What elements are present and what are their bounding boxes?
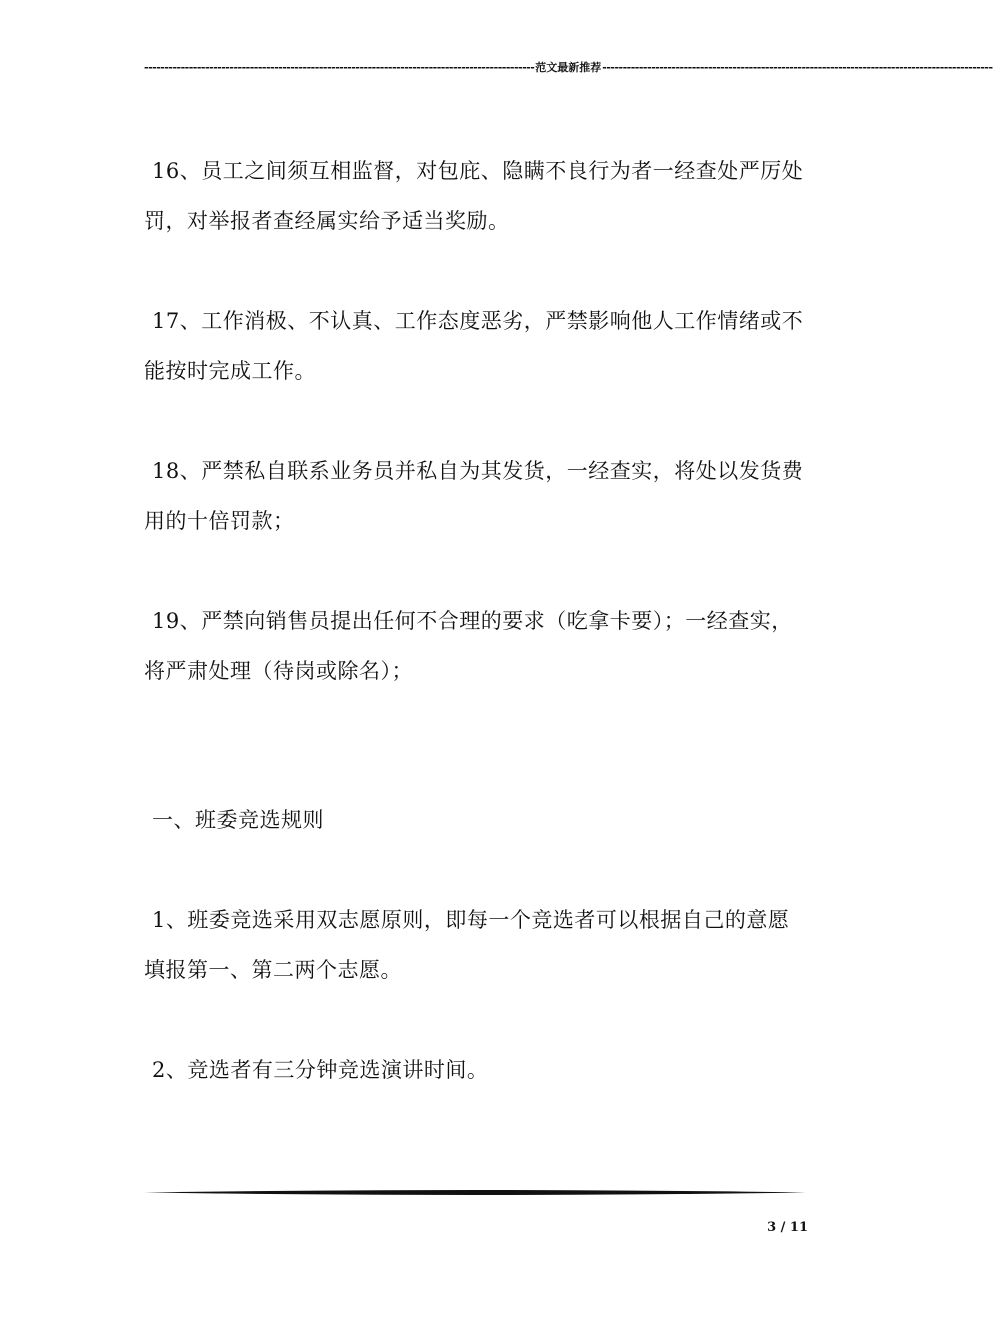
rule-1: 1、班委竞选采用双志愿原则，即每一个竞选者可以根据自己的意愿填报第一、第二两个志愿。	[144, 908, 790, 982]
paragraph-16: 16、员工之间须互相监督，对包庇、隐瞒不良行为者一经查处严厉处罚，对举报者查经属实给予适当奖励。	[144, 159, 804, 233]
header-left-dashes: ------------------------------------------------------------------------------------------------	[144, 61, 535, 74]
page-header	[144, 60, 993, 76]
paragraph-18: 18、严禁私自联系业务员并私自为其发货，一经查实，将处以发货费用的十倍罚款；	[144, 459, 804, 533]
footer-divider	[144, 1189, 806, 1196]
page-number: 3 / 11	[767, 1220, 808, 1235]
header-title: 范文最新推荐	[535, 61, 602, 74]
header-right-dashes: ------------------------------------------------------------------------------------------------	[602, 61, 993, 74]
rule-2: 2、竞选者有三分钟竞选演讲时间。	[152, 1058, 489, 1082]
paragraph-17: 17、工作消极、不认真、工作态度恶劣，严禁影响他人工作情绪或不能按时完成工作。	[144, 309, 804, 383]
paragraph-19: 19、严禁向销售员提出任何不合理的要求（吃拿卡要）；一经查实，将严肃处理（待岗或除名）；	[144, 609, 793, 683]
section-heading: 一、班委竞选规则	[152, 808, 324, 832]
